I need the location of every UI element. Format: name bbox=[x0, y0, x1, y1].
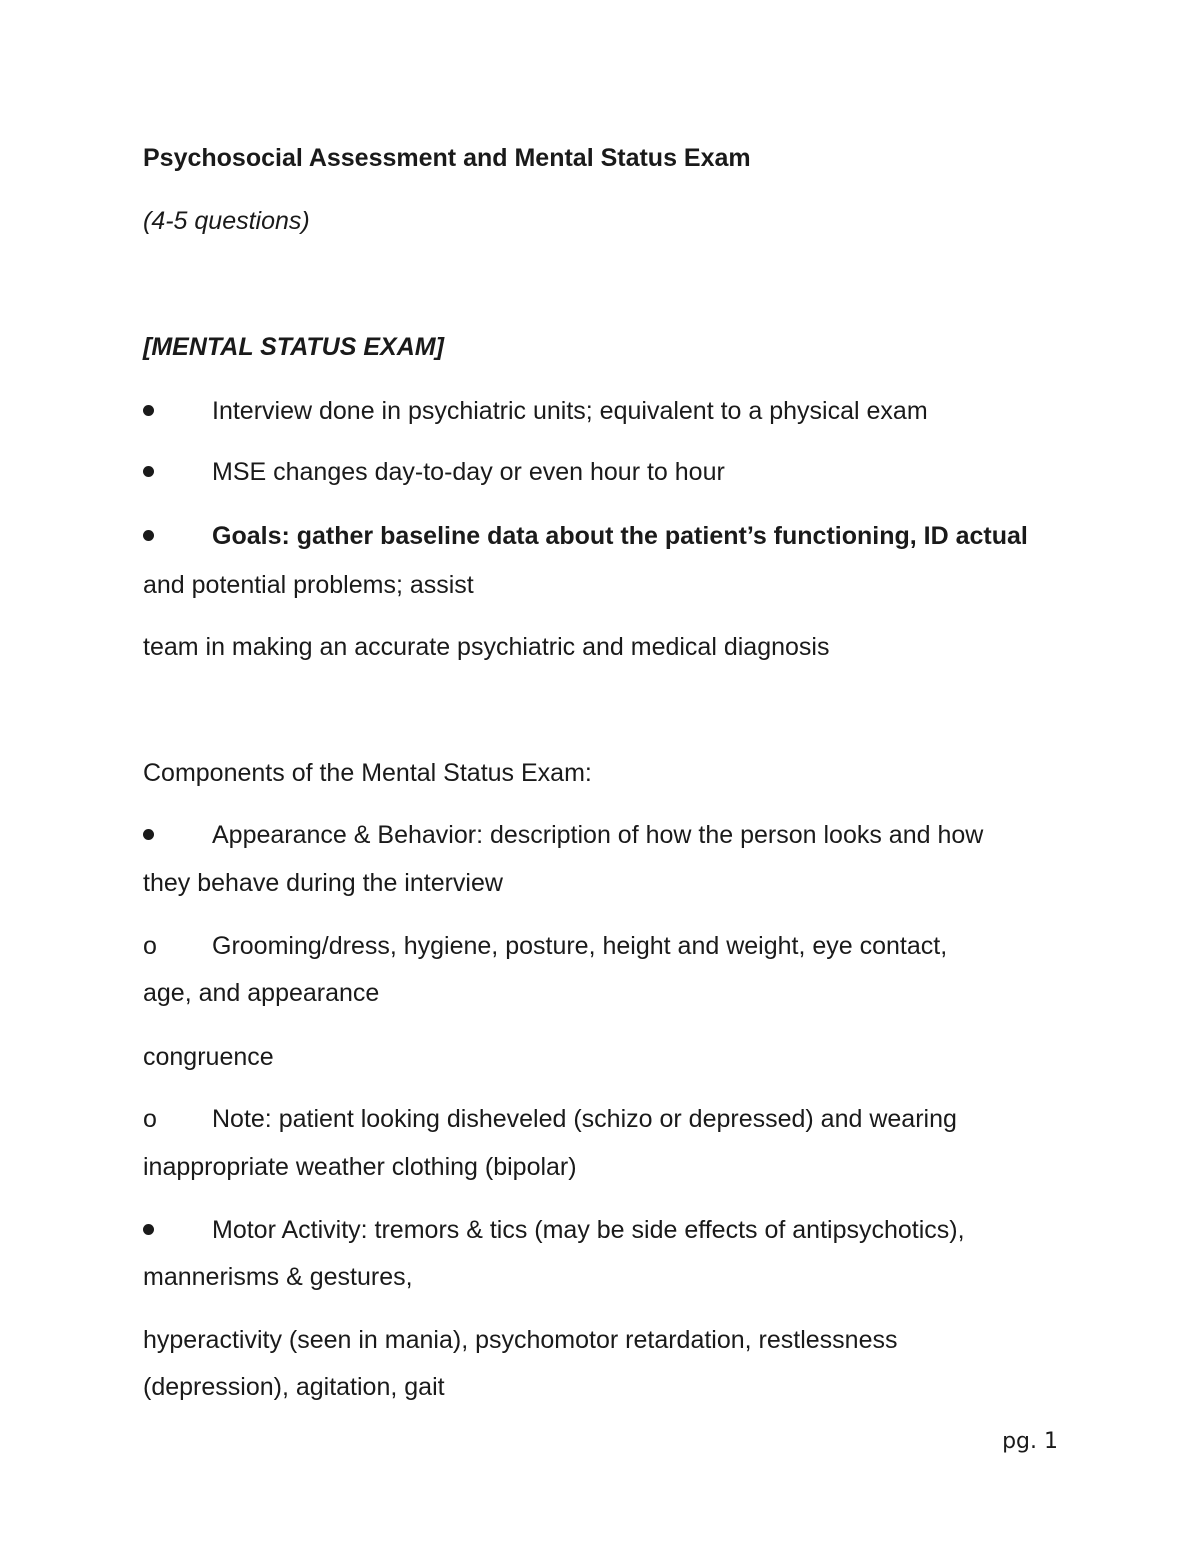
bullet-marker bbox=[143, 820, 154, 850]
appearance-bullet: Appearance & Behavior: description of how the person looks and how bbox=[212, 821, 984, 849]
appearance-sub-2-cont: inappropriate weather clothing (bipolar) bbox=[143, 1153, 577, 1181]
motor-continuation: mannerisms & gestures, bbox=[143, 1263, 413, 1291]
appearance-sub-1-cont-2: congruence bbox=[143, 1043, 274, 1071]
page-number: pg. 1 bbox=[1002, 1429, 1058, 1454]
motor-bullet: Motor Activity: tremors & tics (may be side effects of antipsychotics), bbox=[212, 1216, 965, 1244]
bullet-dot-icon bbox=[143, 829, 154, 840]
sub-marker: o bbox=[143, 932, 157, 960]
goals-continuation-1: and potential problems; assist bbox=[143, 571, 474, 599]
section-heading: [MENTAL STATUS EXAM] bbox=[143, 333, 444, 361]
bullet-marker bbox=[143, 521, 154, 551]
bullet-dot-icon bbox=[143, 530, 154, 541]
motor-line-3: (depression), agitation, gait bbox=[143, 1373, 445, 1401]
appearance-continuation: they behave during the interview bbox=[143, 869, 503, 897]
subtitle: (4-5 questions) bbox=[143, 207, 310, 235]
intro-bullet-2: MSE changes day-to-day or even hour to hour bbox=[212, 458, 725, 486]
components-heading: Components of the Mental Status Exam: bbox=[143, 759, 592, 787]
bullet-marker bbox=[143, 457, 154, 487]
appearance-sub-2: Note: patient looking disheveled (schizo or depressed) and wearing bbox=[212, 1105, 957, 1133]
bullet-dot-icon bbox=[143, 405, 154, 416]
sub-marker: o bbox=[143, 1105, 157, 1133]
bullet-marker bbox=[143, 1215, 154, 1245]
goals-bullet: Goals: gather baseline data about the patient’s functioning, ID actual bbox=[212, 522, 1028, 550]
bullet-dot-icon bbox=[143, 466, 154, 477]
appearance-sub-1: Grooming/dress, hygiene, posture, height and weight, eye contact, bbox=[212, 932, 948, 960]
bullet-dot-icon bbox=[143, 1224, 154, 1235]
bullet-marker bbox=[143, 396, 154, 426]
appearance-sub-1-cont-1: age, and appearance bbox=[143, 979, 380, 1007]
document-title: Psychosocial Assessment and Mental Status Exam bbox=[143, 144, 751, 172]
goals-continuation-2: team in making an accurate psychiatric and medical diagnosis bbox=[143, 633, 830, 661]
intro-bullet-1: Interview done in psychiatric units; equivalent to a physical exam bbox=[212, 397, 928, 425]
motor-line-2: hyperactivity (seen in mania), psychomotor retardation, restlessness bbox=[143, 1326, 898, 1354]
